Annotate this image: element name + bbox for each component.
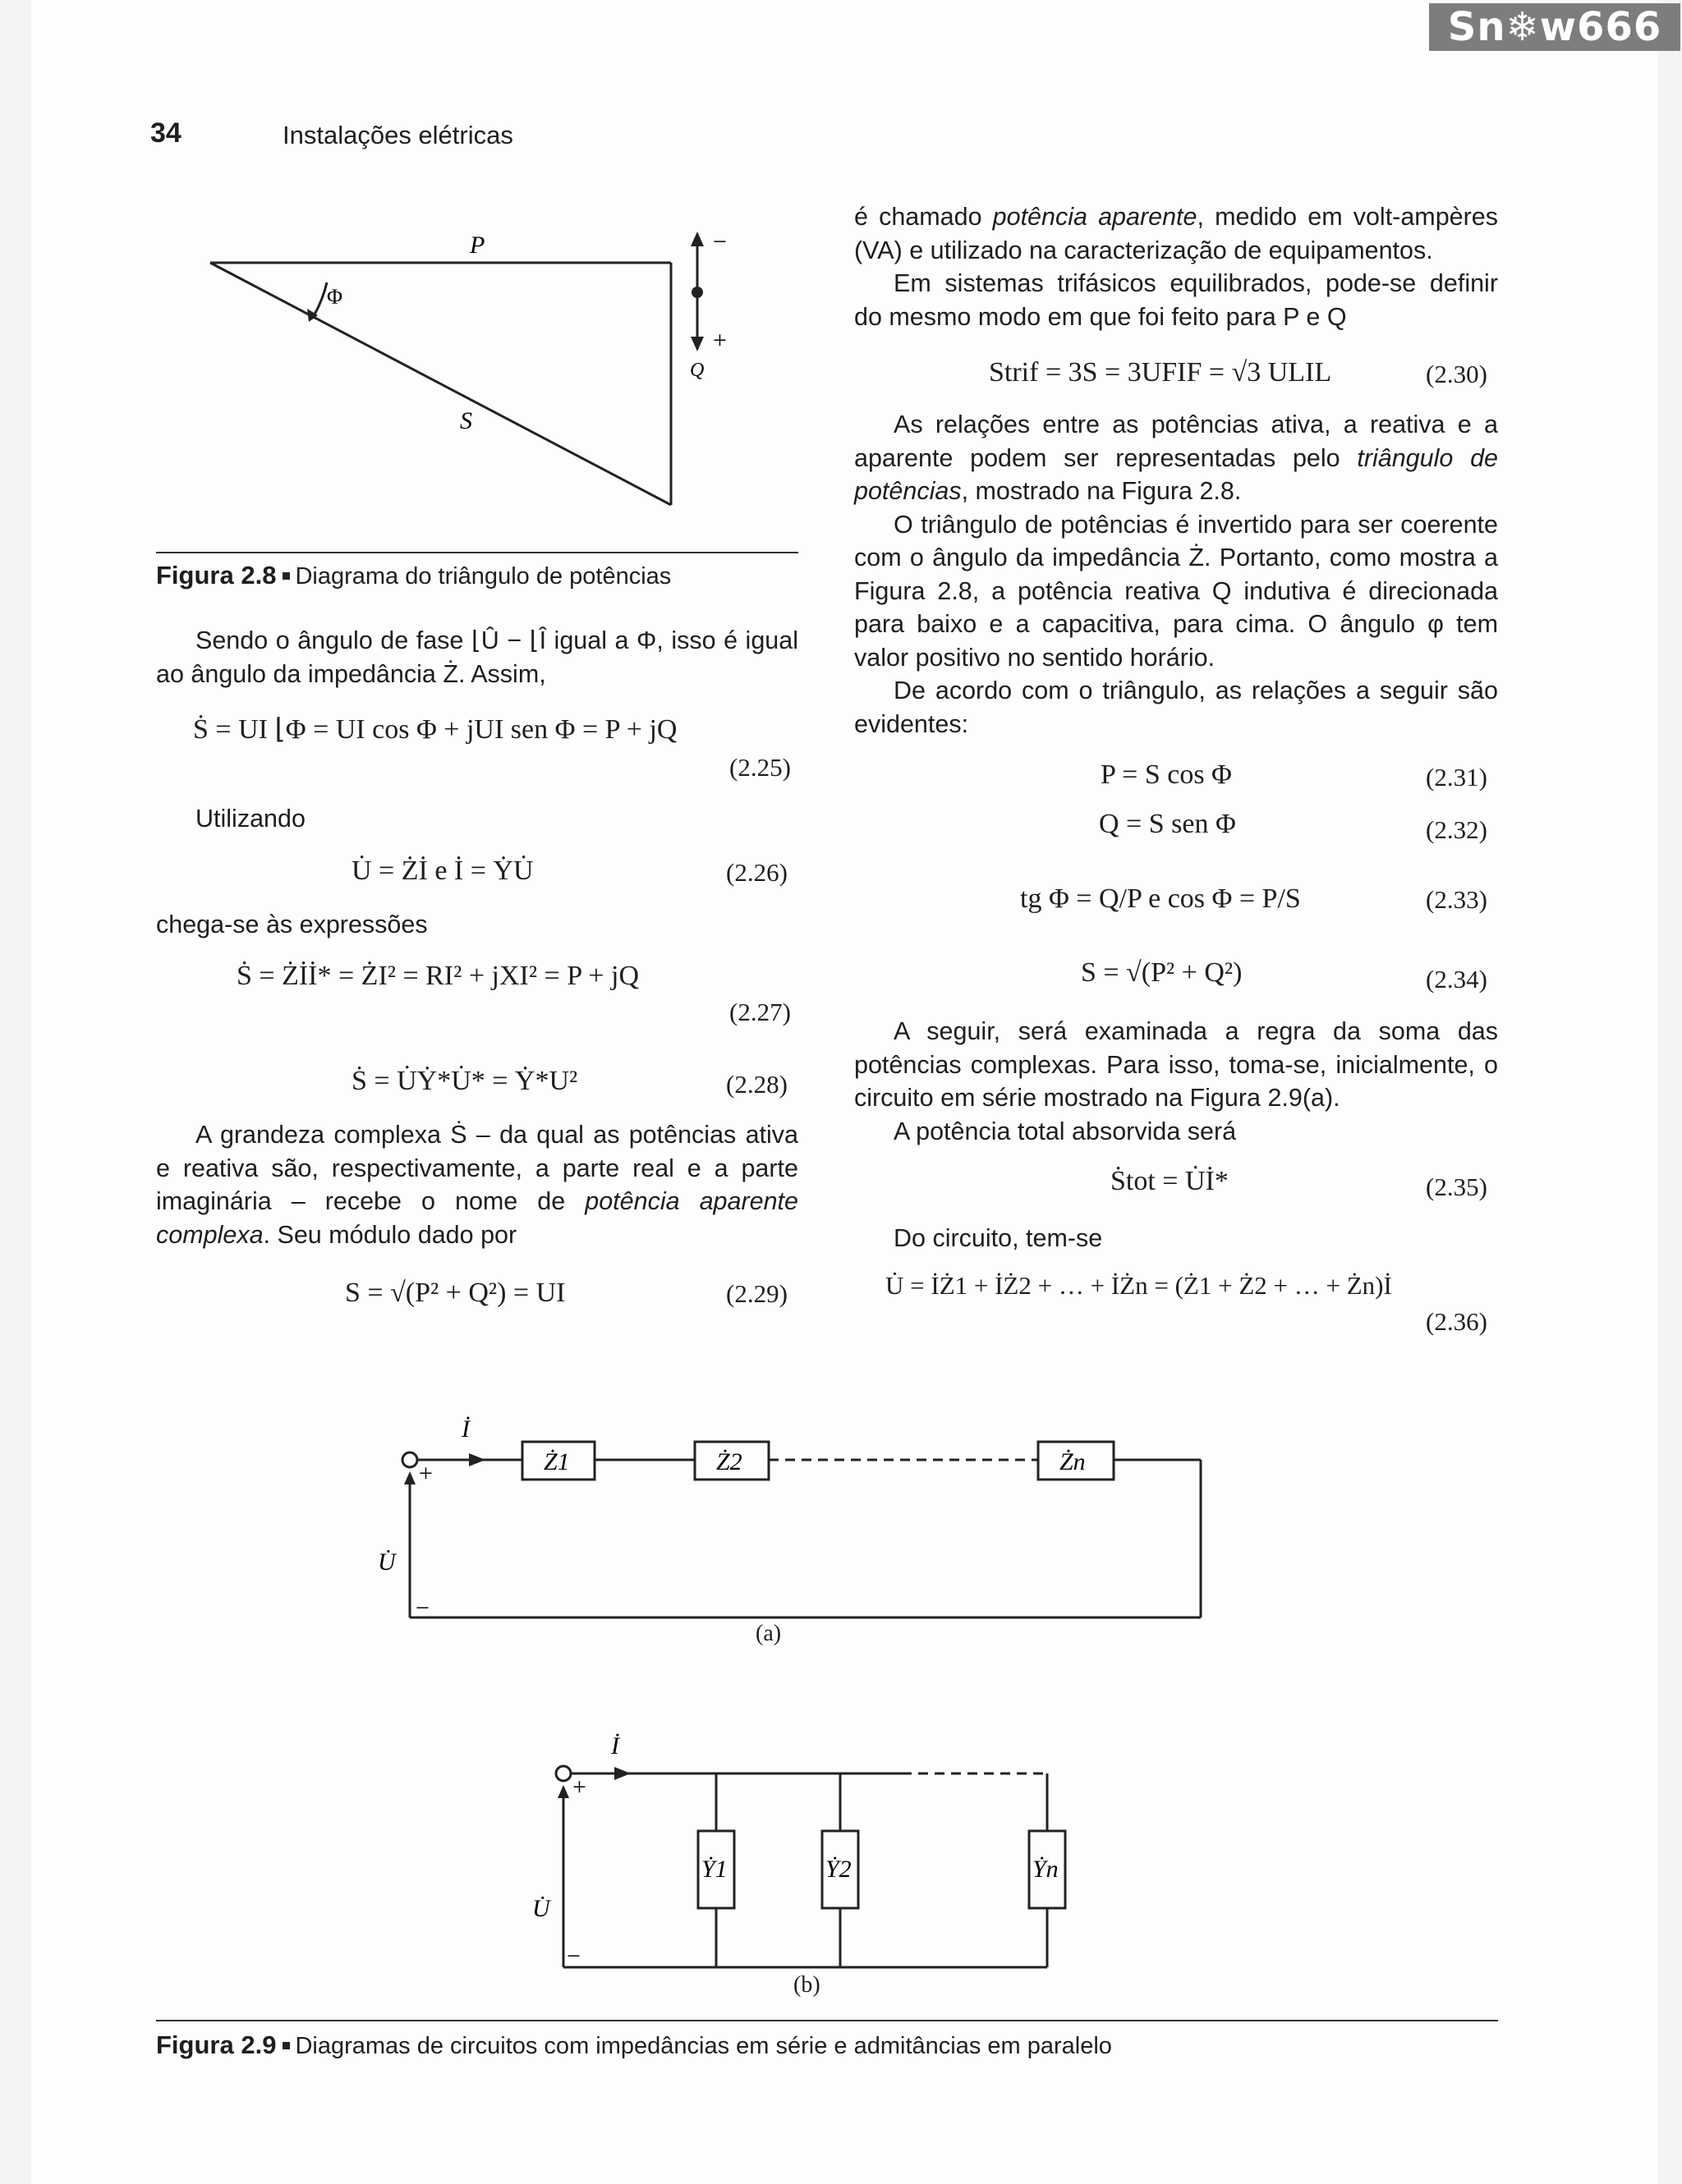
label-plus: +	[419, 1460, 433, 1487]
current-arrow-icon	[469, 1453, 485, 1466]
arrow-down-icon	[691, 337, 704, 351]
equation-2-25: Ṡ = UI ⌊Φ = UI cos Φ + jUI sen Φ = P + jQ	[193, 714, 678, 745]
label-plus: +	[713, 327, 727, 354]
equation-2-34: S = √(P² + Q²)	[1081, 957, 1243, 988]
label-y2: Ẏ2	[825, 1856, 852, 1883]
equation-2-30: Strif = 3S = 3UFIF = √3 ULIL	[989, 357, 1332, 388]
equation-2-36: U̇ = İŻ1 + İŻ2 + … + İŻn = (Ż1 + Ż2 + … + Żn)İ	[885, 1271, 1392, 1300]
paragraph-circuito: Do circuito, tem-se	[894, 1224, 1103, 1252]
label-minus: −	[713, 228, 727, 255]
subfigure-b-label: (b)	[793, 1972, 820, 1998]
label-z1: Ż1	[544, 1448, 570, 1475]
equation-number-2-32: (2.32)	[1426, 815, 1487, 844]
label-voltage: U̇	[532, 1895, 550, 1922]
equation-number-2-28: (2.28)	[726, 1070, 788, 1099]
equation-number-2-31: (2.31)	[1426, 763, 1487, 791]
paragraph-chamado: é chamado potência aparente, medido em volt-ampères (VA) e utilizado na caracterização de equipamentos. Em sistemas trifásicos equilibrados, pode-se definir do mesmo modo em que foi feito para P e Q	[854, 203, 1498, 331]
series-impedance-circuit	[361, 1396, 1216, 1659]
equation-number-2-30: (2.30)	[1426, 360, 1487, 388]
equation-2-29: S = √(P² + Q²) = UI	[345, 1278, 566, 1308]
label-minus: −	[567, 1943, 581, 1970]
label-minus: −	[416, 1594, 430, 1622]
paragraph-seguir: A seguir, será examinada a regra da soma das potências complexas. Para isso, toma-se, inicialmente, o circuito em série mostrado na Figura 2.9(a). A potência total absorvida será	[854, 1017, 1498, 1145]
figure-2-9-rule	[156, 2020, 1498, 2021]
subfigure-a-label: (a)	[756, 1621, 782, 1646]
parallel-admittance-circuit	[526, 1724, 1084, 1987]
label-plus: +	[572, 1773, 586, 1801]
equation-2-32: Q = S sen Φ	[1099, 809, 1236, 839]
equation-number-2-26: (2.26)	[726, 858, 788, 887]
current-arrow-icon	[614, 1767, 631, 1780]
voltage-arrow-icon	[558, 1785, 569, 1798]
equation-number-2-29: (2.29)	[726, 1279, 788, 1308]
label-current: İ	[462, 1415, 470, 1443]
paragraph-chega-se: chega-se às expressões	[156, 911, 428, 938]
equation-number-2-35: (2.35)	[1426, 1172, 1487, 1201]
label-y1: Ẏ1	[701, 1856, 728, 1883]
running-title: Instalações elétricas	[283, 121, 513, 149]
watermark-logo: Sn❄w666	[1429, 3, 1680, 51]
figure-2-9-caption: Figura 2.9 Diagramas de circuitos com impedâncias em série e admitâncias em paralelo	[156, 2030, 1112, 2059]
equation-number-2-25: (2.25)	[729, 753, 791, 782]
equation-number-2-27: (2.27)	[729, 998, 791, 1026]
label-s: S	[460, 407, 472, 434]
label-voltage: U̇	[378, 1549, 396, 1576]
figure-2-8-caption: Figura 2.8 Diagrama do triângulo de potências	[156, 561, 672, 590]
paragraph-sendo: Sendo o ângulo de fase ⌊Û − ⌊Î igual a Φ, isso é igual ao ângulo da impedância Ż. Assim,	[156, 626, 798, 688]
equation-2-27: Ṡ = Żİİ* = ŻI² = RI² + jXI² = P + jQ	[237, 961, 640, 991]
equation-number-2-36: (2.36)	[1426, 1307, 1487, 1336]
power-triangle-diagram	[197, 222, 756, 517]
equation-2-28: Ṡ = U̇Ẏ*U̇* = Ẏ*U²	[352, 1066, 578, 1096]
label-yn: Ẏn	[1032, 1856, 1059, 1883]
s-hypotenuse	[210, 263, 671, 505]
label-phi: Φ	[327, 285, 343, 309]
figure-2-8-rule	[156, 552, 798, 553]
equation-2-33: tg Φ = Q/P e cos Φ = P/S	[1020, 883, 1301, 914]
arrow-up-icon	[691, 232, 704, 246]
equation-2-26: U̇ = Żİ e İ = ẎU̇	[352, 856, 534, 886]
paragraph-utilizando: Utilizando	[195, 805, 306, 833]
page-number: 34	[150, 117, 182, 149]
label-current: İ	[611, 1732, 619, 1760]
equation-number-2-33: (2.33)	[1426, 885, 1487, 914]
paragraph-grandeza: A grandeza complexa Ṡ – da qual as potências ativa e reativa são, respectivamente, a parte real e a parte imaginária – recebe o nome de potência aparente complexa. Seu módulo dado por	[156, 1121, 798, 1249]
label-p: P	[470, 232, 485, 259]
q-axis-dot	[692, 287, 703, 298]
label-z2: Ż2	[716, 1448, 742, 1475]
paragraph-relacoes: As relações entre as potências ativa, a reativa e a aparente podem ser representadas pelo triângulo de potências, mostrado na Figura 2.8. O triângulo de potências é invertido para ser coerente com o ângulo da impedância Ż. Portanto, como mostra a Figura 2.8, a potência reativa Q indutiva é direcionada para baixo e a capacitiva, para cima. O ângulo φ tem valor positivo no sentido horário. De acordo com o triângulo, as relações a seguir são evidentes:	[854, 411, 1498, 738]
label-q: Q	[690, 360, 705, 381]
label-zn: Żn	[1059, 1448, 1086, 1475]
equation-2-31: P = S cos Φ	[1101, 759, 1232, 790]
voltage-arrow-icon	[404, 1471, 416, 1484]
equation-2-35: Ṡtot = U̇İ*	[1110, 1166, 1229, 1196]
equation-number-2-34: (2.34)	[1426, 965, 1487, 993]
